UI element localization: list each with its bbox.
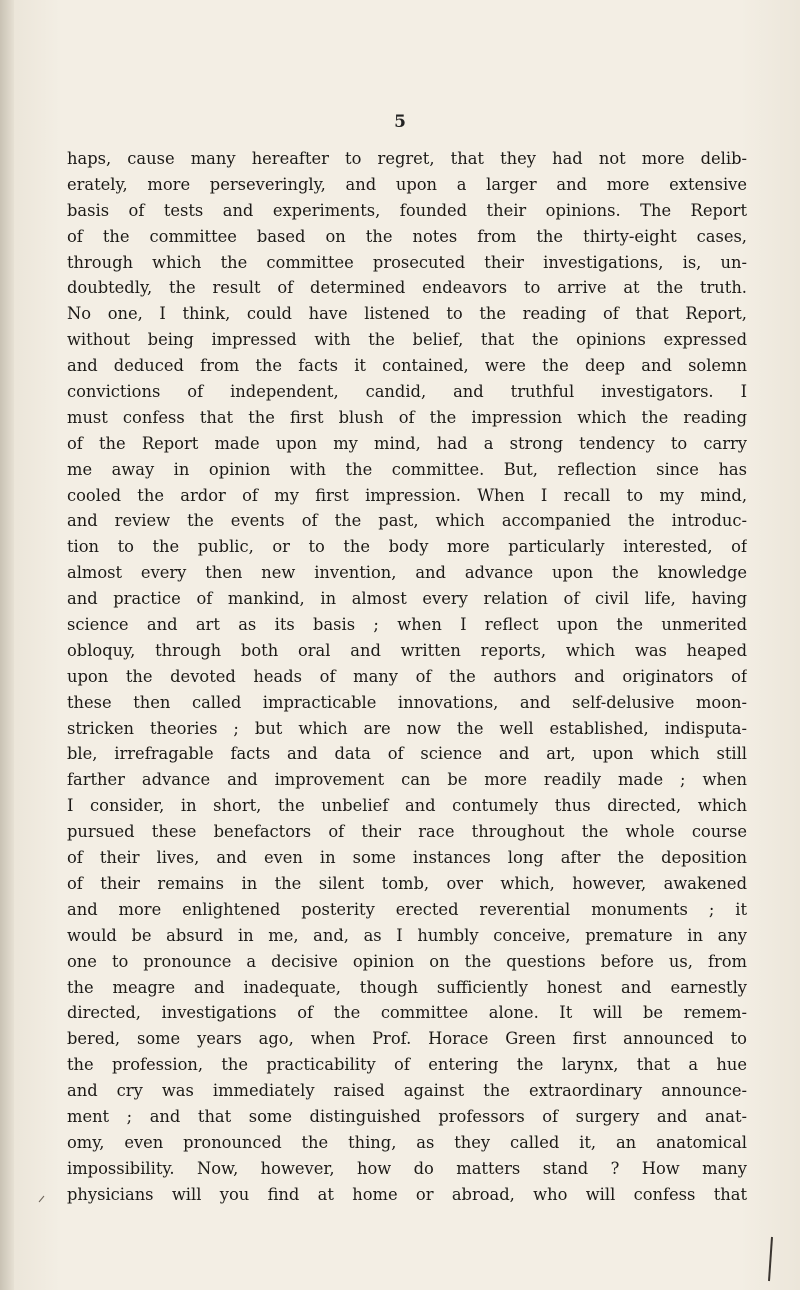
text-line: farther advance and improvement can be more readily made ; when	[67, 770, 747, 790]
text-line: tion to the public, or to the body more particularly interested, of	[67, 537, 747, 557]
text-line: through which the committee prosecuted their investigations, is, un-	[67, 252, 747, 272]
text-line: stricken theories ; but which are now the well established, indisputa-	[67, 718, 747, 738]
text-line: erately, more perseveringly, and upon a larger and more extensive	[67, 174, 747, 194]
text-line: of their remains in the silent tomb, over which, however, awakened	[67, 873, 747, 893]
text-line: the profession, the practicability of entering the larynx, that a hue	[67, 1055, 747, 1075]
text-line: and more enlightened posterity erected reverential monuments ; it	[67, 899, 747, 919]
text-line: me away in opinion with the committee. But, reflection since has	[67, 459, 747, 479]
text-line: must confess that the first blush of the impression which the reading	[67, 407, 747, 427]
text-line: of their lives, and even in some instances long after the deposition	[67, 848, 747, 868]
text-line: and review the events of the past, which accompanied the introduc-	[67, 511, 747, 531]
page-number: 5	[394, 112, 406, 132]
text-line: convictions of independent, candid, and truthful investigators. I	[67, 382, 747, 402]
text-line: of the committee based on the notes from the thirty-eight cases,	[67, 226, 747, 246]
text-line: directed, investigations of the committee alone. It will be remem-	[67, 1003, 747, 1023]
text-line: would be absurd in me, and, as I humbly conceive, premature in any	[67, 925, 747, 945]
text-line: doubtedly, the result of determined endeavors to arrive at the truth.	[67, 278, 747, 298]
text-line: and cry was immediately raised against the extraordinary announce-	[67, 1081, 747, 1101]
speck-mark-icon	[38, 1195, 46, 1203]
text-line: and deduced from the facts it contained, were the deep and solemn	[67, 356, 747, 376]
text-line: No one, I think, could have listened to the reading of that Report,	[67, 304, 747, 324]
text-line: obloquy, through both oral and written reports, which was heaped	[67, 640, 747, 660]
text-line: bered, some years ago, when Prof. Horace Green first announced to	[67, 1029, 747, 1049]
text-line: haps, cause many hereafter to regret, that they had not more delib-	[67, 149, 747, 168]
text-line: these then called impracticable innovations, and self-delusive moon-	[67, 692, 747, 712]
text-line: almost every then new invention, and advance upon the knowledge	[67, 563, 747, 583]
text-line: the meagre and inadequate, though sufficiently honest and earnestly	[67, 977, 747, 997]
text-line: and practice of mankind, in almost every relation of civil life, having	[67, 589, 747, 609]
text-line: omy, even pronounced the thing, as they called it, an anatomical	[67, 1132, 747, 1152]
text-line: physicians will you find at home or abroad, who will confess that	[67, 1184, 747, 1204]
body-text	[67, 146, 747, 1208]
text-line: science and art as its basis ; when I reflect upon the unmerited	[67, 615, 747, 635]
text-line: without being impressed with the belief, that the opinions expressed	[67, 330, 747, 350]
text-line: ble, irrefragable facts and data of science and art, upon which still	[67, 744, 747, 764]
text-line: one to pronounce a decisive opinion on the questions before us, from	[67, 951, 747, 971]
text-line: of the Report made upon my mind, had a strong tendency to carry	[67, 433, 747, 453]
stray-mark-icon	[760, 1235, 780, 1285]
text-line: ment ; and that some distinguished professors of surgery and anat-	[67, 1106, 747, 1126]
text-line: cooled the ardor of my first impression. When I recall to my mind,	[67, 485, 747, 505]
page-binding-edge	[0, 0, 14, 1290]
text-line: impossibility. Now, however, how do matters stand ? How many	[67, 1158, 747, 1178]
text-line: pursued these benefactors of their race throughout the whole course	[67, 822, 747, 842]
text-line: upon the devoted heads of many of the authors and originators of	[67, 666, 747, 686]
text-line: basis of tests and experiments, founded their opinions. The Report	[67, 200, 747, 220]
text-line: I consider, in short, the unbelief and contumely thus directed, which	[67, 796, 747, 816]
